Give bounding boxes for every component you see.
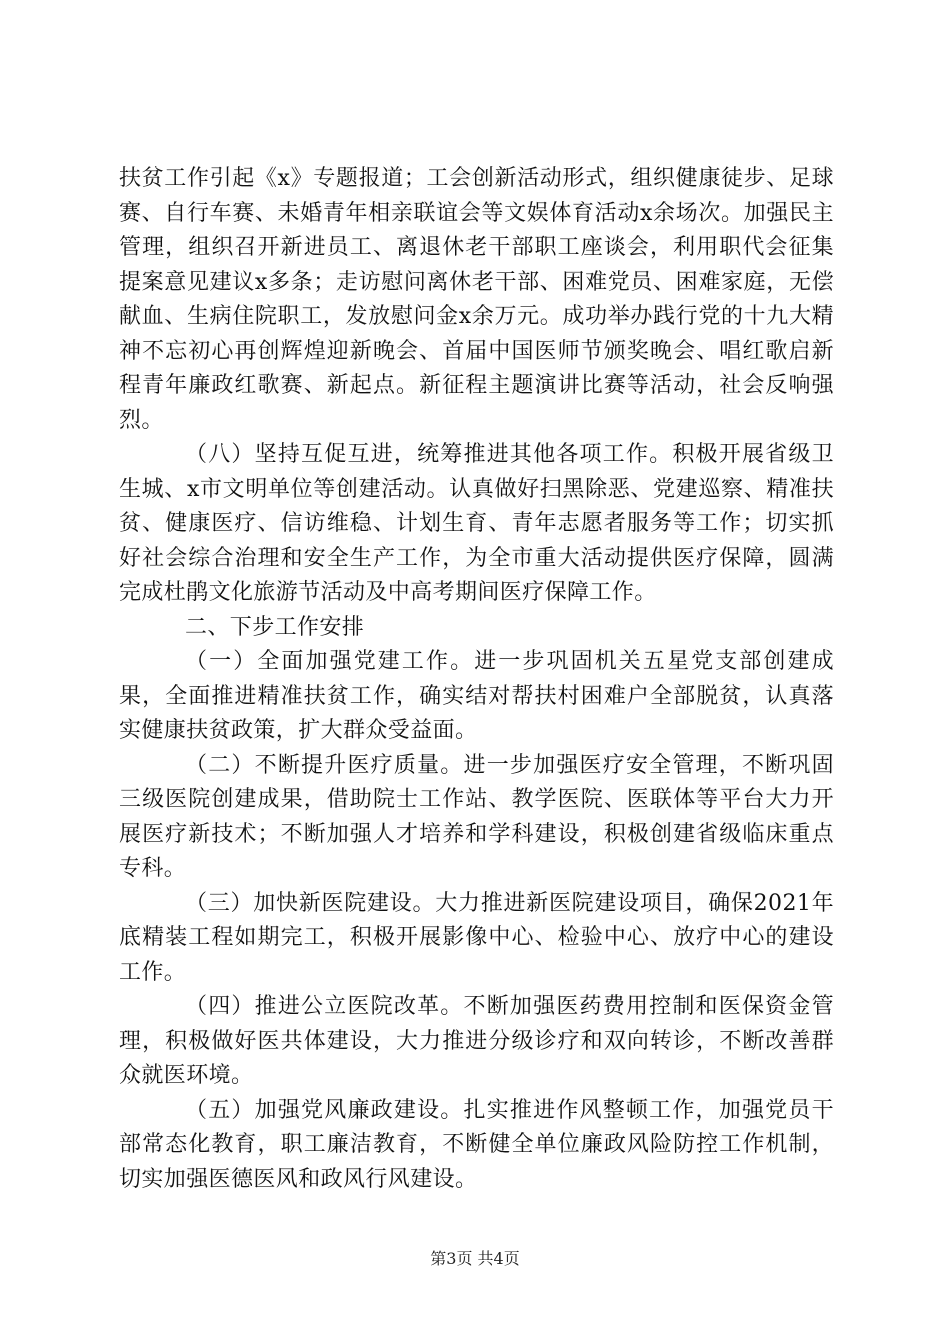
paragraph-item-1: （一）全面加强党建工作。进一步巩固机关五星党支部创建成果，全面推进精准扶贫工作，确实结对帮扶村困难户全部脱贫，认真落实健康扶贫政策，扩大群众受益面。 (119, 649, 834, 743)
section-heading-next-steps: 二、下步工作安排 (185, 614, 365, 640)
document-body (119, 162, 834, 1197)
paragraph-continuation: 扶贫工作引起《x》专题报道；工会创新活动形式，组织健康徒步、足球赛、自行车赛、未婚青年相亲联谊会等文娱体育活动x余场次。加强民主管理，组织召开新进员工、离退休老干部职工座谈会，利用职代会征集提案意见建议x多条；走访慰问离休老干部、困难党员、困难家庭，无偿献血、生病住院职工，发放慰问金x余万元。成功举办践行党的十九大精神不忘初心再创辉煌迎新晚会、首届中国医师节颁奖晚会、唱红歌启新程青年廉政红歌赛、新起点。新征程主题演讲比赛等活动，社会反响强烈。 (119, 166, 834, 433)
page-footer: 第3页 共4页 (430, 1249, 520, 1268)
paragraph-item-2: （二）不断提升医疗质量。进一步加强医疗安全管理，不断巩固三级医院创建成果，借助院士工作站、教学医院、医联体等平台大力开展医疗新技术；不断加强人才培养和学科建设，积极创建省级临床重点专科。 (119, 752, 834, 881)
paragraph-section-8: （八）坚持互促互进，统筹推进其他各项工作。积极开展省级卫生城、x市文明单位等创建活动。认真做好扫黑除恶、党建巡察、精准扶贫、健康医疗、信访维稳、计划生育、青年志愿者服务等工作；切实抓好社会综合治理和安全生产工作，为全市重大活动提供医疗保障，圆满完成杜鹃文化旅游节活动及中高考期间医疗保障工作。 (119, 442, 834, 605)
paragraph-item-3: （三）加快新医院建设。大力推进新医院建设项目，确保2021年底精装工程如期完工，积极开展影像中心、检验中心、放疗中心的建设工作。 (119, 890, 834, 985)
paragraph-item-4: （四）推进公立医院改革。不断加强医药费用控制和医保资金管理，积极做好医共体建设，大力推进分级诊疗和双向转诊，不断改善群众就医环境。 (119, 994, 834, 1088)
paragraph-item-5: （五）加强党风廉政建设。扎实推进作风整顿工作，加强党员干部常态化教育，职工廉洁教育，不断健全单位廉政风险防控工作机制，切实加强医德医风和政风行风建设。 (119, 1097, 834, 1192)
